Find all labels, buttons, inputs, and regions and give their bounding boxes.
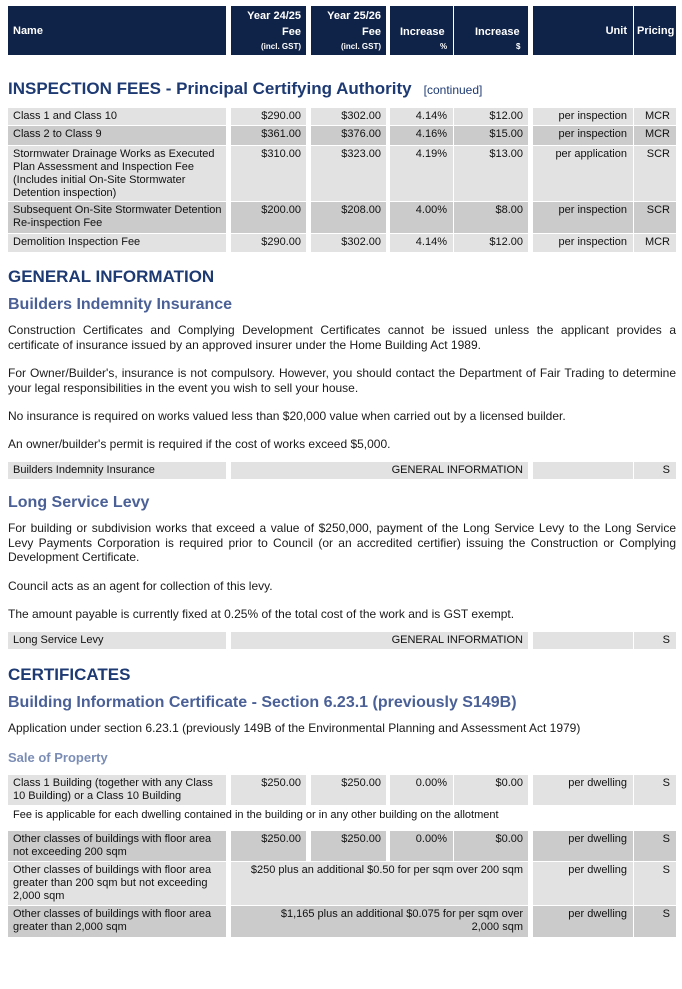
header-fee1-cell	[231, 6, 306, 55]
row-increase-amt: $0.00	[454, 831, 528, 861]
header-fee2-gst: (incl. GST)	[341, 42, 381, 51]
row-fee-2425: $290.00	[231, 234, 306, 252]
table-row	[0, 906, 682, 937]
row-increase-amt: $12.00	[454, 234, 528, 252]
header-increase-pct-unit: %	[440, 42, 448, 51]
row-fee-2425: $310.00	[231, 146, 306, 201]
row-name: Other classes of buildings with floor area not exceeding 200 sqm	[8, 831, 226, 861]
sale-of-property-title: Sale of Property	[8, 750, 108, 765]
row-fee-2425: $361.00	[231, 126, 306, 145]
row-unit: per inspection	[533, 108, 633, 125]
row-increase-pct: 0.00%	[390, 775, 453, 805]
header-fee2-cell	[311, 6, 386, 55]
row-increase-amt: $12.00	[454, 108, 528, 125]
header-increase-amt-cell	[454, 6, 528, 55]
row-pricing: SCR	[634, 202, 676, 233]
row-fee-2526: $376.00	[311, 126, 386, 145]
row-unit: per dwelling	[533, 775, 633, 805]
bic-title: Building Information Certificate - Section 6.23.1 (previously S149B)	[8, 694, 517, 711]
row-name: Builders Indemnity Insurance	[8, 462, 226, 479]
row-unit: per inspection	[533, 126, 633, 145]
header-increase-pct: Increase	[400, 26, 445, 38]
table-row	[0, 775, 682, 805]
header-fee1-label: Fee	[282, 26, 301, 38]
row-fee-2526: $208.00	[311, 202, 386, 233]
row-fee-description: $250 plus an additional $0.50 for per sqm over 200 sqm	[231, 862, 528, 905]
header-name-cell	[8, 6, 226, 55]
row-name: Demolition Inspection Fee	[8, 234, 226, 252]
row-fee-2526: $323.00	[311, 146, 386, 201]
header-unit: Unit	[605, 25, 627, 37]
row-name: Stormwater Drainage Works as Executed Plan Assessment and Inspection Fee (Includes initial On-Site Stormwater Detention inspection)	[8, 146, 226, 201]
row-pricing: MCR	[634, 108, 676, 125]
row-increase-amt: $0.00	[454, 775, 528, 805]
row-pricing: MCR	[634, 126, 676, 145]
table-row	[0, 126, 682, 145]
header-unit-cell	[533, 6, 633, 55]
row-fee-2526: $250.00	[311, 775, 386, 805]
bii-paragraph-1: Construction Certificates and Complying Development Certificates cannot be issued unless the applicant provides a certificate of insurance issued by an approved insurer under the Home Building Act 1989.	[8, 323, 676, 352]
row-fee-2425: $290.00	[231, 108, 306, 125]
lsl-paragraph-1: For building or subdivision works that exceed a value of $250,000, payment of the Long Service Levy to the Long Service Levy Payments Corporation is required prior to Council (or an accredited certifier) issuing the Construction or Complying Development Certificate.	[8, 521, 676, 564]
row-pricing: S	[634, 906, 676, 937]
row-pricing: S	[634, 831, 676, 861]
row-unit	[533, 632, 633, 649]
row-name: Class 2 to Class 9	[8, 126, 226, 145]
header-fee2-year: Year 25/26	[327, 10, 381, 22]
row-unit: per inspection	[533, 234, 633, 252]
header-pricing-cell	[634, 6, 676, 55]
bii-paragraph-3: No insurance is required on works valued less than $20,000 value when carried out by a licensed builder.	[8, 409, 566, 423]
lsl-paragraph-3: The amount payable is currently fixed at 0.25% of the total cost of the work and is GST exempt.	[8, 607, 515, 621]
row-unit: per dwelling	[533, 862, 633, 905]
row-increase-pct: 4.14%	[390, 108, 453, 125]
bii-paragraph-4: An owner/builder's permit is required if the cost of works exceed $5,000.	[8, 437, 391, 451]
table-row	[0, 831, 682, 861]
table-row	[0, 202, 682, 233]
row-fee-2425: $250.00	[231, 775, 306, 805]
row-name: Subsequent On-Site Stormwater Detention Re-inspection Fee	[8, 202, 226, 233]
row-pricing: S	[634, 775, 676, 805]
row-increase-pct: 4.14%	[390, 234, 453, 252]
row-fee-2526: $302.00	[311, 234, 386, 252]
bii-title: Builders Indemnity Insurance	[8, 296, 233, 313]
lsl-paragraph-2: Council acts as an agent for collection of this levy.	[8, 579, 273, 593]
header-fee1-year: Year 24/25	[247, 10, 301, 22]
row-name: Long Service Levy	[8, 632, 226, 649]
row-increase-pct: 0.00%	[390, 831, 453, 861]
row-increase-pct: 4.19%	[390, 146, 453, 201]
row-fee-2425: $200.00	[231, 202, 306, 233]
row-name: Class 1 and Class 10	[8, 108, 226, 125]
general-section-title: GENERAL INFORMATION	[8, 267, 215, 286]
row-pricing: MCR	[634, 234, 676, 252]
row-general-info: GENERAL INFORMATION	[231, 632, 528, 649]
row-unit: per application	[533, 146, 633, 201]
inspection-title: INSPECTION FEES - Principal Certifying Authority	[8, 79, 412, 98]
row-fee-2425: $250.00	[231, 831, 306, 861]
row-fee-2526: $250.00	[311, 831, 386, 861]
table-row	[0, 862, 682, 905]
table-row	[0, 234, 682, 252]
row-name: Other classes of buildings with floor area greater than 200 sqm but not exceeding 2,000 sqm	[8, 862, 226, 905]
row-note: Fee is applicable for each dwelling contained in the building or in any other building on the allotment	[8, 806, 676, 828]
row-pricing: S	[634, 862, 676, 905]
row-fee-description: $1,165 plus an additional $0.075 for per sqm over 2,000 sqm	[231, 906, 528, 937]
header-name: Name	[13, 25, 43, 37]
header-fee1-gst: (incl. GST)	[261, 42, 301, 51]
row-pricing: SCR	[634, 146, 676, 201]
inspection-continued: [continued]	[423, 83, 483, 97]
row-increase-pct: 4.16%	[390, 126, 453, 145]
row-increase-amt: $15.00	[454, 126, 528, 145]
certificates-section-title: CERTIFICATES	[8, 665, 131, 684]
row-general-info: GENERAL INFORMATION	[231, 462, 528, 479]
row-increase-amt: $13.00	[454, 146, 528, 201]
table-row	[0, 632, 682, 649]
row-unit: per inspection	[533, 202, 633, 233]
row-name: Class 1 Building (together with any Class 10 Building) or a Class 10 Building	[8, 775, 226, 805]
row-name: Other classes of buildings with floor area greater than 2,000 sqm	[8, 906, 226, 937]
row-increase-pct: 4.00%	[390, 202, 453, 233]
row-pricing: S	[634, 462, 676, 479]
bii-paragraph-2: For Owner/Builder's, insurance is not compulsory. However, you should contact the Department of Fair Trading to determine your legal responsibilities in the event you wish to sell your house.	[8, 366, 676, 395]
header-increase-amt-unit: $	[516, 42, 521, 51]
row-unit: per dwelling	[533, 831, 633, 861]
table-row-note	[0, 806, 682, 828]
lsl-title: Long Service Levy	[8, 494, 150, 511]
row-unit	[533, 462, 633, 479]
bic-paragraph-1: Application under section 6.23.1 (previously 149B of the Environmental Planning and Assessment Act 1979)	[8, 721, 581, 735]
row-pricing: S	[634, 632, 676, 649]
header-pricing: Pricing	[637, 25, 675, 37]
table-row	[0, 146, 682, 201]
header-increase-amt: Increase	[475, 26, 520, 38]
header-fee2-label: Fee	[362, 26, 381, 38]
table-row	[0, 462, 682, 479]
row-fee-2526: $302.00	[311, 108, 386, 125]
inspection-section-title	[8, 79, 482, 99]
header-increase-pct-cell	[390, 6, 453, 55]
row-unit: per dwelling	[533, 906, 633, 937]
table-row	[0, 108, 682, 125]
row-increase-amt: $8.00	[454, 202, 528, 233]
